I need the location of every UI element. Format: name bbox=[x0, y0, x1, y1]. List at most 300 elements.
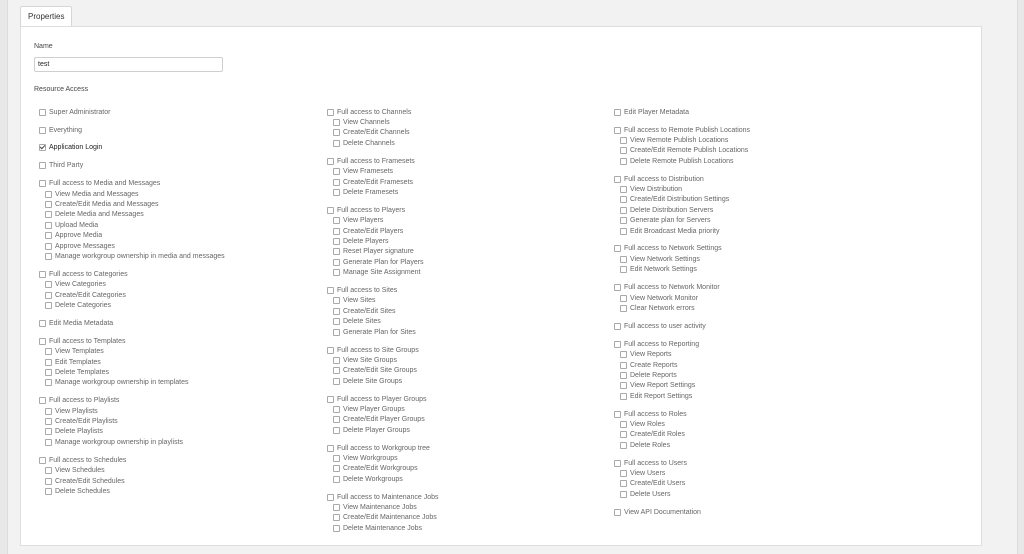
permission-label: Full access to Remote Publish Locations bbox=[624, 126, 751, 134]
permission-option-view-media-and-messages[interactable] bbox=[45, 189, 339, 199]
checkbox[interactable] bbox=[333, 416, 340, 423]
permission-option-view-users[interactable] bbox=[620, 468, 914, 478]
permission-label: Full access to Schedules bbox=[49, 456, 127, 464]
checkbox[interactable] bbox=[45, 281, 52, 288]
permission-option-view-roles[interactable] bbox=[620, 419, 914, 429]
permission-option-delete-workgroups[interactable] bbox=[333, 474, 627, 484]
checkbox[interactable] bbox=[620, 256, 627, 263]
permission-option-view-report-settings[interactable] bbox=[620, 381, 914, 391]
permission-option-full-access-to-user-activity[interactable] bbox=[614, 321, 914, 331]
permission-option-delete-schedules[interactable] bbox=[45, 486, 339, 496]
checkbox[interactable] bbox=[620, 442, 627, 449]
checkbox[interactable] bbox=[333, 318, 340, 325]
permission-label: Create/Edit Schedules bbox=[55, 477, 125, 485]
permission-option-delete-players[interactable] bbox=[333, 236, 627, 246]
permission-option-view-players[interactable] bbox=[333, 216, 627, 226]
permission-option-delete-roles[interactable] bbox=[620, 440, 914, 450]
permission-label: Full access to Network Monitor bbox=[624, 284, 720, 292]
checkbox[interactable] bbox=[333, 228, 340, 235]
permission-option-view-playlists[interactable] bbox=[45, 406, 339, 416]
checkbox[interactable] bbox=[327, 109, 334, 116]
permission-label: Full access to Reporting bbox=[624, 340, 700, 348]
checkbox[interactable] bbox=[45, 408, 52, 415]
permission-label: Delete Media and Messages bbox=[55, 211, 144, 219]
permissions-column-2 bbox=[327, 107, 627, 541]
permission-option-edit-player-metadata[interactable] bbox=[614, 107, 914, 117]
checkbox[interactable] bbox=[333, 427, 340, 434]
checkbox[interactable] bbox=[620, 137, 627, 144]
checkbox[interactable] bbox=[45, 379, 52, 386]
permission-group-full-access-to-maintenance-jobs bbox=[327, 492, 627, 534]
permission-option-view-distribution[interactable] bbox=[620, 184, 914, 194]
permission-option-approve-media[interactable] bbox=[45, 231, 339, 241]
permission-option-full-access-to-roles[interactable] bbox=[614, 409, 914, 419]
permission-label: Create/Edit Playlists bbox=[55, 418, 118, 426]
permission-label: Full access to Framesets bbox=[337, 157, 415, 165]
permission-label: Full access to Network Settings bbox=[624, 245, 722, 253]
permission-group-full-access-to-players bbox=[327, 205, 627, 278]
permission-group-full-access-to-roles bbox=[614, 409, 914, 451]
checkbox[interactable] bbox=[45, 211, 52, 218]
permission-label: View Report Settings bbox=[630, 382, 696, 390]
permission-label: Full access to Templates bbox=[49, 337, 126, 345]
checkbox[interactable] bbox=[333, 259, 340, 266]
resource-access-label: Resource Access bbox=[34, 86, 89, 93]
checkbox[interactable] bbox=[333, 406, 340, 413]
permission-option-manage-site-assignment[interactable] bbox=[333, 267, 627, 277]
permission-option-delete-reports[interactable] bbox=[620, 370, 914, 380]
permission-group-full-access-to-sites bbox=[327, 285, 627, 337]
checkbox[interactable] bbox=[333, 269, 340, 276]
permission-option-create-edit-schedules[interactable] bbox=[45, 476, 339, 486]
permission-option-create-edit-playlists[interactable] bbox=[45, 416, 339, 426]
left-frame-border bbox=[0, 0, 8, 554]
checkbox[interactable] bbox=[620, 266, 627, 273]
permission-option-full-access-to-media-and-messages[interactable] bbox=[39, 179, 339, 189]
checkbox[interactable] bbox=[620, 372, 627, 379]
checkbox[interactable] bbox=[327, 445, 334, 452]
checkbox[interactable] bbox=[39, 180, 46, 187]
permission-option-create-edit-roles[interactable] bbox=[620, 430, 914, 440]
permission-group-edit-media-metadata bbox=[39, 318, 339, 328]
permission-option-application-login[interactable] bbox=[39, 143, 339, 153]
permission-group-full-access-to-framesets bbox=[327, 156, 627, 198]
checkbox[interactable] bbox=[614, 341, 621, 348]
permission-label: Full access to Player Groups bbox=[337, 395, 427, 403]
permission-label: Approve Messages bbox=[55, 242, 115, 250]
permission-option-full-access-to-playlists[interactable] bbox=[39, 396, 339, 406]
permission-label: Generate Plan for Players bbox=[343, 258, 424, 266]
checkbox[interactable] bbox=[614, 284, 621, 291]
checkbox[interactable] bbox=[39, 127, 46, 134]
permission-group-super-administrator bbox=[39, 107, 339, 117]
checkbox[interactable] bbox=[333, 217, 340, 224]
permission-label: Third Party bbox=[49, 162, 84, 170]
checkbox[interactable] bbox=[620, 470, 627, 477]
permission-label: Full access to Distribution bbox=[624, 175, 704, 183]
checkbox[interactable] bbox=[614, 109, 621, 116]
permission-option-create-edit-players[interactable] bbox=[333, 226, 627, 236]
permission-option-view-schedules[interactable] bbox=[45, 465, 339, 475]
checkbox[interactable] bbox=[39, 109, 46, 116]
permission-label: Edit Templates bbox=[55, 358, 101, 366]
permission-group-full-access-to-distribution bbox=[614, 174, 914, 236]
permission-label: Full access to Users bbox=[624, 459, 688, 467]
permission-option-full-access-to-sites[interactable] bbox=[327, 285, 627, 295]
permission-label: Delete Channels bbox=[343, 139, 395, 147]
permission-option-delete-playlists[interactable] bbox=[45, 427, 339, 437]
permission-option-create-edit-maintenance-jobs[interactable] bbox=[333, 513, 627, 523]
checkbox[interactable] bbox=[45, 348, 52, 355]
permission-label: Approve Media bbox=[55, 232, 103, 240]
permission-label: View Player Groups bbox=[343, 405, 405, 413]
permission-option-view-templates[interactable] bbox=[45, 347, 339, 357]
permission-option-full-access-to-player-groups[interactable] bbox=[327, 394, 627, 404]
permission-option-super-administrator[interactable] bbox=[39, 107, 339, 117]
permission-option-third-party[interactable] bbox=[39, 161, 339, 171]
permission-label: Full access to Players bbox=[337, 206, 406, 214]
permission-option-manage-workgroup-ownership-in-templates[interactable] bbox=[45, 378, 339, 388]
permission-option-edit-network-settings[interactable] bbox=[620, 265, 914, 275]
permission-label: Upload Media bbox=[55, 221, 99, 229]
checkbox[interactable] bbox=[45, 439, 52, 446]
checkbox[interactable] bbox=[45, 467, 52, 474]
permission-label: Manage Site Assignment bbox=[343, 269, 421, 277]
permission-group-full-access-to-users bbox=[614, 458, 914, 500]
permission-option-view-workgroups[interactable] bbox=[333, 453, 627, 463]
permission-label: View Distribution bbox=[630, 186, 683, 194]
permission-option-delete-remote-publish-locations[interactable] bbox=[620, 156, 914, 166]
permission-option-full-access-to-reporting[interactable] bbox=[614, 339, 914, 349]
checkbox[interactable] bbox=[45, 232, 52, 239]
checkbox[interactable] bbox=[39, 457, 46, 464]
permission-label: Delete Player Groups bbox=[343, 426, 410, 434]
permission-label: Everything bbox=[49, 126, 83, 134]
permission-label: Create/Edit Framesets bbox=[343, 178, 414, 186]
checkbox[interactable] bbox=[45, 478, 52, 485]
checkbox[interactable] bbox=[620, 295, 627, 302]
checkbox[interactable] bbox=[45, 191, 52, 198]
permission-group-full-access-to-site-groups bbox=[327, 345, 627, 387]
permission-group-full-access-to-categories bbox=[39, 269, 339, 311]
permission-label: View Schedules bbox=[55, 467, 105, 475]
permission-option-view-network-monitor[interactable] bbox=[620, 293, 914, 303]
checkbox[interactable] bbox=[333, 504, 340, 511]
permission-option-view-api-documentation[interactable] bbox=[614, 507, 914, 517]
checkbox[interactable] bbox=[620, 382, 627, 389]
checkbox[interactable] bbox=[614, 245, 621, 252]
permission-option-full-access-to-channels[interactable] bbox=[327, 107, 627, 117]
checkbox[interactable] bbox=[333, 357, 340, 364]
checkbox[interactable] bbox=[620, 480, 627, 487]
permission-option-manage-workgroup-ownership-in-media-and-messages[interactable] bbox=[45, 251, 339, 261]
permission-option-approve-messages[interactable] bbox=[45, 241, 339, 251]
checkbox[interactable] bbox=[620, 217, 627, 224]
tab-properties[interactable]: Properties bbox=[20, 6, 72, 27]
checkbox[interactable] bbox=[333, 140, 340, 147]
permission-option-full-access-to-framesets[interactable] bbox=[327, 156, 627, 166]
permission-option-create-edit-media-and-messages[interactable] bbox=[45, 199, 339, 209]
permission-option-full-access-to-workgroup-tree[interactable] bbox=[327, 443, 627, 453]
checkbox[interactable] bbox=[327, 396, 334, 403]
permission-label: Generate plan for Servers bbox=[630, 217, 711, 225]
permission-label: Delete Categories bbox=[55, 302, 112, 310]
checkbox[interactable] bbox=[620, 421, 627, 428]
permission-label: Full access to Channels bbox=[337, 108, 412, 116]
permission-label: Application Login bbox=[49, 144, 103, 152]
permission-option-delete-templates[interactable] bbox=[45, 367, 339, 377]
permission-option-view-channels[interactable] bbox=[333, 117, 627, 127]
name-label: Name bbox=[34, 43, 53, 50]
checkbox[interactable] bbox=[333, 308, 340, 315]
permission-option-create-edit-remote-publish-locations[interactable] bbox=[620, 146, 914, 156]
checkbox[interactable] bbox=[620, 351, 627, 358]
checkbox[interactable] bbox=[620, 362, 627, 369]
permission-option-edit-media-metadata[interactable] bbox=[39, 318, 339, 328]
checkbox[interactable] bbox=[45, 302, 52, 309]
permission-group-view-api-documentation bbox=[614, 507, 914, 517]
permission-group-third-party bbox=[39, 161, 339, 171]
permission-option-edit-report-settings[interactable] bbox=[620, 391, 914, 401]
checkbox[interactable] bbox=[620, 147, 627, 154]
permission-option-view-framesets[interactable] bbox=[333, 166, 627, 176]
permission-option-generate-plan-for-sites[interactable] bbox=[333, 327, 627, 337]
checkbox[interactable] bbox=[620, 207, 627, 214]
checkbox[interactable] bbox=[333, 455, 340, 462]
checkbox[interactable] bbox=[327, 287, 334, 294]
properties-panel bbox=[20, 26, 982, 546]
permission-label: Create/Edit Remote Publish Locations bbox=[630, 147, 749, 155]
permission-option-delete-users[interactable] bbox=[620, 489, 914, 499]
checkbox[interactable] bbox=[333, 465, 340, 472]
checkbox[interactable] bbox=[39, 397, 46, 404]
checkbox[interactable] bbox=[45, 369, 52, 376]
permission-label: Manage workgroup ownership in templates bbox=[55, 379, 189, 387]
permission-option-view-maintenance-jobs[interactable] bbox=[333, 502, 627, 512]
permission-option-full-access-to-site-groups[interactable] bbox=[327, 345, 627, 355]
permission-option-create-edit-users[interactable] bbox=[620, 479, 914, 489]
checkbox[interactable] bbox=[614, 127, 621, 134]
permission-option-edit-templates[interactable] bbox=[45, 357, 339, 367]
permission-option-create-edit-categories[interactable] bbox=[45, 290, 339, 300]
permission-option-delete-player-groups[interactable] bbox=[333, 425, 627, 435]
permission-label: Delete Framesets bbox=[343, 188, 399, 196]
permission-option-full-access-to-players[interactable] bbox=[327, 205, 627, 215]
permission-option-delete-categories[interactable] bbox=[45, 300, 339, 310]
checkbox[interactable] bbox=[333, 297, 340, 304]
permission-label: Edit Player Metadata bbox=[624, 108, 689, 116]
permission-option-view-player-groups[interactable] bbox=[333, 404, 627, 414]
checkbox[interactable] bbox=[620, 431, 627, 438]
permission-option-delete-site-groups[interactable] bbox=[333, 376, 627, 386]
permission-label: View Framesets bbox=[343, 168, 394, 176]
permission-option-full-access-to-network-monitor[interactable] bbox=[614, 282, 914, 292]
permission-group-full-access-to-playlists bbox=[39, 396, 339, 448]
permission-option-delete-maintenance-jobs[interactable] bbox=[333, 523, 627, 533]
permission-label: View Channels bbox=[343, 119, 390, 127]
permission-option-full-access-to-templates[interactable] bbox=[39, 336, 339, 346]
permission-option-view-sites[interactable] bbox=[333, 296, 627, 306]
checkbox[interactable] bbox=[620, 158, 627, 165]
permission-label: Delete Schedules bbox=[55, 487, 110, 495]
permission-group-full-access-to-workgroup-tree bbox=[327, 443, 627, 485]
checkbox[interactable] bbox=[614, 411, 621, 418]
permission-option-full-access-to-distribution[interactable] bbox=[614, 174, 914, 184]
checkbox[interactable] bbox=[333, 119, 340, 126]
permission-label: View Templates bbox=[55, 348, 104, 356]
permission-label: Delete Remote Publish Locations bbox=[630, 157, 734, 165]
permission-option-create-edit-player-groups[interactable] bbox=[333, 415, 627, 425]
permission-option-edit-broadcast-media-priority[interactable] bbox=[620, 226, 914, 236]
permission-label: Edit Broadcast Media priority bbox=[630, 227, 720, 235]
checkbox[interactable] bbox=[333, 179, 340, 186]
permission-option-view-categories[interactable] bbox=[45, 280, 339, 290]
checkbox[interactable] bbox=[333, 238, 340, 245]
permission-label: View Workgroups bbox=[343, 455, 398, 463]
permission-label: Create/Edit Site Groups bbox=[343, 367, 417, 375]
checkbox[interactable] bbox=[39, 271, 46, 278]
checkbox[interactable] bbox=[327, 207, 334, 214]
right-frame-border bbox=[1017, 0, 1024, 554]
permission-label: Manage workgroup ownership in playlists bbox=[55, 438, 184, 446]
checkbox[interactable] bbox=[45, 243, 52, 250]
permission-option-delete-sites[interactable] bbox=[333, 317, 627, 327]
permission-group-full-access-to-media-and-messages bbox=[39, 179, 339, 262]
checkbox[interactable] bbox=[333, 329, 340, 336]
checkbox[interactable] bbox=[45, 292, 52, 299]
checkbox[interactable] bbox=[45, 253, 52, 260]
checkbox[interactable] bbox=[620, 393, 627, 400]
permission-option-view-remote-publish-locations[interactable] bbox=[620, 135, 914, 145]
permission-option-view-reports[interactable] bbox=[620, 349, 914, 359]
permission-label: View Users bbox=[630, 470, 666, 478]
permission-group-full-access-to-reporting bbox=[614, 339, 914, 401]
permissions-column-3 bbox=[614, 107, 914, 525]
checkbox[interactable] bbox=[45, 359, 52, 366]
permission-label: Edit Media Metadata bbox=[49, 319, 114, 327]
permission-label: Create/Edit Players bbox=[343, 227, 404, 235]
permission-label: Full access to Categories bbox=[49, 270, 128, 278]
permission-label: Create/Edit Sites bbox=[343, 307, 396, 315]
permission-group-application-login bbox=[39, 143, 339, 153]
permission-option-create-edit-channels[interactable] bbox=[333, 128, 627, 138]
permission-label: Delete Roles bbox=[630, 441, 671, 449]
permission-option-view-network-settings[interactable] bbox=[620, 254, 914, 264]
permission-option-manage-workgroup-ownership-in-playlists[interactable] bbox=[45, 437, 339, 447]
checkbox[interactable] bbox=[614, 509, 621, 516]
checkbox[interactable] bbox=[39, 338, 46, 345]
permission-label: Full access to user activity bbox=[624, 322, 706, 330]
checkbox[interactable] bbox=[45, 488, 52, 495]
checkbox[interactable] bbox=[39, 162, 46, 169]
permission-option-reset-player-signature[interactable] bbox=[333, 247, 627, 257]
permission-option-create-edit-site-groups[interactable] bbox=[333, 366, 627, 376]
permission-label: View Maintenance Jobs bbox=[343, 504, 417, 512]
checkbox[interactable] bbox=[614, 460, 621, 467]
checkbox[interactable] bbox=[45, 428, 52, 435]
permission-group-full-access-to-schedules bbox=[39, 455, 339, 497]
checkbox[interactable] bbox=[327, 347, 334, 354]
checkbox[interactable] bbox=[327, 494, 334, 501]
permission-label: Create/Edit Player Groups bbox=[343, 416, 425, 424]
permission-option-create-edit-sites[interactable] bbox=[333, 306, 627, 316]
checkbox[interactable] bbox=[333, 514, 340, 521]
permission-option-delete-media-and-messages[interactable] bbox=[45, 210, 339, 220]
checkbox[interactable] bbox=[39, 320, 46, 327]
permission-label: Super Administrator bbox=[49, 108, 111, 116]
permission-option-delete-channels[interactable] bbox=[333, 138, 627, 148]
permission-option-delete-framesets[interactable] bbox=[333, 187, 627, 197]
checkbox[interactable] bbox=[333, 367, 340, 374]
checkbox[interactable] bbox=[327, 158, 334, 165]
permission-option-full-access-to-categories[interactable] bbox=[39, 269, 339, 279]
permission-option-generate-plan-for-servers[interactable] bbox=[620, 216, 914, 226]
permission-label: View Network Settings bbox=[630, 255, 700, 263]
permission-label: Delete Site Groups bbox=[343, 377, 403, 385]
checkbox[interactable] bbox=[614, 176, 621, 183]
permission-label: Delete Workgroups bbox=[343, 475, 403, 483]
checkbox[interactable] bbox=[39, 144, 46, 151]
checkbox[interactable] bbox=[333, 525, 340, 532]
permission-option-create-edit-framesets[interactable] bbox=[333, 177, 627, 187]
permission-option-full-access-to-users[interactable] bbox=[614, 458, 914, 468]
checkbox[interactable] bbox=[333, 168, 340, 175]
permission-option-generate-plan-for-players[interactable] bbox=[333, 257, 627, 267]
permissions-column-1 bbox=[39, 107, 339, 504]
checkbox[interactable] bbox=[620, 186, 627, 193]
checkbox[interactable] bbox=[333, 476, 340, 483]
permission-option-clear-network-errors[interactable] bbox=[620, 303, 914, 313]
permission-label: Create Reports bbox=[630, 361, 678, 369]
permission-option-delete-distribution-servers[interactable] bbox=[620, 205, 914, 215]
permission-label: Clear Network errors bbox=[630, 304, 695, 312]
checkbox[interactable] bbox=[620, 196, 627, 203]
permission-label: Full access to Roles bbox=[624, 410, 687, 418]
permission-option-full-access-to-maintenance-jobs[interactable] bbox=[327, 492, 627, 502]
checkbox[interactable] bbox=[620, 305, 627, 312]
permission-option-create-edit-workgroups[interactable] bbox=[333, 464, 627, 474]
permission-option-view-site-groups[interactable] bbox=[333, 355, 627, 365]
permission-option-create-reports[interactable] bbox=[620, 360, 914, 370]
permission-option-full-access-to-network-settings[interactable] bbox=[614, 244, 914, 254]
permission-label: View Sites bbox=[343, 297, 376, 305]
permission-label: Create/Edit Workgroups bbox=[343, 465, 418, 473]
checkbox[interactable] bbox=[333, 129, 340, 136]
permission-group-full-access-to-player-groups bbox=[327, 394, 627, 436]
checkbox[interactable] bbox=[333, 248, 340, 255]
permission-label: Edit Network Settings bbox=[630, 266, 697, 274]
permission-option-everything[interactable] bbox=[39, 125, 339, 135]
permission-option-full-access-to-remote-publish-locations[interactable] bbox=[614, 125, 914, 135]
permission-option-upload-media[interactable] bbox=[45, 220, 339, 230]
checkbox[interactable] bbox=[45, 222, 52, 229]
name-input[interactable] bbox=[34, 57, 223, 72]
checkbox[interactable] bbox=[614, 323, 621, 330]
permission-label: Full access to Maintenance Jobs bbox=[337, 493, 439, 501]
permission-option-full-access-to-schedules[interactable] bbox=[39, 455, 339, 465]
permission-label: Delete Reports bbox=[630, 371, 677, 379]
permission-group-full-access-to-remote-publish-locations bbox=[614, 125, 914, 167]
checkbox[interactable] bbox=[620, 491, 627, 498]
permission-label: Delete Templates bbox=[55, 369, 109, 376]
checkbox[interactable] bbox=[45, 201, 52, 208]
checkbox[interactable] bbox=[620, 228, 627, 235]
permission-label: Create/Edit Media and Messages bbox=[55, 201, 159, 209]
checkbox[interactable] bbox=[333, 189, 340, 196]
permission-option-create-edit-distribution-settings[interactable] bbox=[620, 195, 914, 205]
checkbox[interactable] bbox=[333, 378, 340, 385]
checkbox[interactable] bbox=[45, 418, 52, 425]
